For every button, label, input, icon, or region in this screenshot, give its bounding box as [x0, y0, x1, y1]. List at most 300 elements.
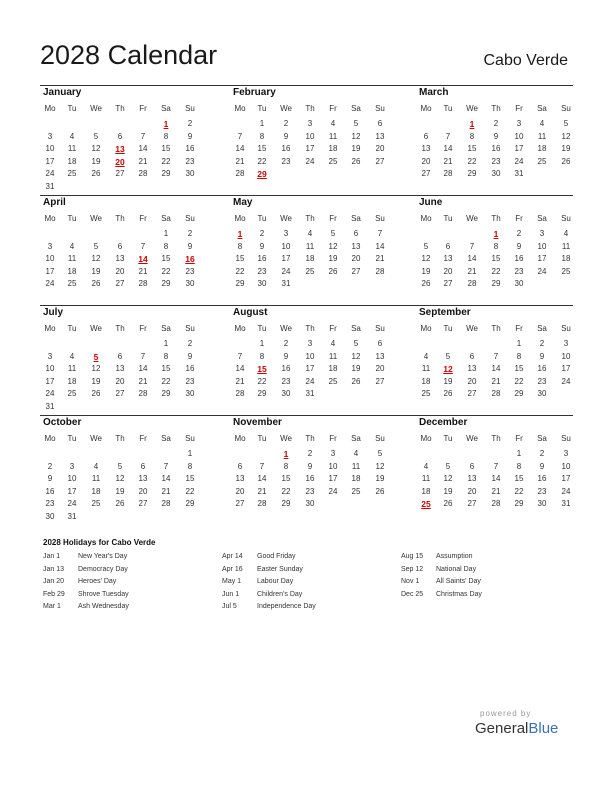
calendar-day: 27 [467, 389, 477, 398]
calendar-day: 11 [91, 474, 101, 483]
calendar-day: 29 [491, 279, 501, 288]
calendar-day: 4 [69, 131, 75, 141]
calendar-day: 6 [117, 351, 123, 361]
calendar-day: 11 [305, 241, 315, 251]
calendar-day: 17 [281, 254, 291, 263]
calendar-day: 18 [421, 486, 431, 496]
weekday-label: Su [375, 434, 385, 443]
calendar-day: 4 [69, 241, 75, 251]
calendar-day: 15 [235, 254, 245, 263]
calendar-day: 5 [353, 119, 359, 128]
calendar-day: 18 [67, 376, 77, 386]
calendar-day: 27 [443, 279, 453, 288]
calendar-day: 26 [328, 266, 338, 276]
calendar-day: 7 [259, 461, 265, 471]
calendar-day: 26 [91, 389, 101, 398]
calendar-day: 9 [187, 241, 193, 251]
calendar-day: 3 [516, 119, 522, 128]
weekday-label: We [280, 214, 292, 223]
calendar-day: 21 [235, 376, 245, 386]
holiday-date: 29 [257, 169, 267, 179]
weekday-label: Mo [420, 104, 432, 113]
calendar-day: 7 [469, 241, 475, 251]
calendar-day: 26 [443, 499, 453, 508]
weekday-label: Th [305, 104, 315, 113]
holiday-date: 14 [138, 254, 148, 264]
calendar-day: 25 [67, 279, 77, 288]
calendar-day: 11 [67, 364, 77, 373]
calendar-day: 7 [140, 351, 146, 361]
calendar-day: 25 [351, 486, 361, 496]
calendar-day: 16 [257, 254, 267, 263]
weekday-label: Su [185, 324, 195, 333]
calendar-day: 9 [283, 131, 289, 141]
calendar-day: 24 [328, 486, 338, 496]
holiday-date: 1 [237, 229, 243, 239]
calendar-day: 22 [257, 376, 267, 386]
calendar-day: 5 [117, 461, 123, 471]
calendar-day: 8 [163, 241, 169, 251]
calendar-day: 8 [469, 131, 475, 141]
calendar-day: 31 [45, 401, 55, 411]
calendar-day: 23 [281, 156, 291, 166]
weekday-label: Mo [420, 324, 432, 333]
weekday-label: Th [305, 324, 315, 333]
calendar-day: 11 [537, 131, 547, 141]
calendar-day: 14 [491, 474, 501, 483]
calendar-day: 1 [516, 339, 522, 348]
calendar-day: 22 [281, 486, 291, 496]
calendar-day: 15 [161, 254, 171, 263]
calendar-day: 18 [328, 364, 338, 373]
calendar-day: 21 [491, 486, 501, 496]
calendar-day: 30 [305, 499, 315, 508]
weekday-label: Su [375, 324, 385, 333]
calendar-day: 4 [353, 449, 359, 458]
weekday-label: Th [491, 434, 501, 443]
weekday-label: Tu [257, 104, 267, 113]
calendar-day: 9 [187, 131, 193, 141]
calendar-day: 19 [351, 144, 361, 153]
calendar-day: 27 [467, 499, 477, 508]
weekday-label: Sa [537, 434, 547, 443]
holiday-date: 16 [185, 254, 195, 264]
calendar-day: 23 [537, 486, 547, 496]
calendar-day: 21 [257, 486, 267, 496]
holiday-date: 20 [115, 156, 125, 167]
calendar-day: 12 [443, 474, 453, 483]
calendar-day: 23 [305, 486, 315, 496]
weekday-label: We [466, 104, 478, 113]
weekday-label: Fr [139, 324, 147, 333]
calendar-day: 12 [351, 351, 361, 361]
month-name: March [419, 87, 449, 98]
brand-general: General [475, 720, 529, 737]
calendar-day: 15 [161, 144, 171, 153]
holiday-date-label: May 1 [222, 578, 242, 585]
holidays-title: 2028 Holidays for Cabo Verde [43, 538, 156, 547]
calendar-day: 13 [138, 474, 148, 483]
calendar-day: 23 [185, 376, 195, 386]
month-name: June [419, 197, 443, 208]
calendar-day: 20 [375, 144, 385, 153]
weekday-label: Fr [139, 434, 147, 443]
calendar-day: 8 [259, 351, 265, 361]
calendar-day: 3 [47, 351, 53, 361]
calendar-day: 1 [163, 229, 169, 238]
holiday-name: New Year's Day [78, 553, 128, 560]
calendar-day: 25 [305, 266, 315, 276]
weekday-label: Su [561, 434, 571, 443]
calendar-day: 29 [235, 279, 245, 288]
calendar-day: 20 [235, 486, 245, 496]
calendar-day: 31 [514, 169, 524, 178]
calendar-day: 7 [493, 461, 499, 471]
weekday-label: Th [115, 324, 125, 333]
calendar-day: 30 [281, 389, 291, 398]
weekday-label: Mo [234, 104, 246, 113]
holiday-date-label: Apr 14 [222, 553, 243, 560]
calendar-day: 8 [163, 351, 169, 361]
month-name: April [43, 197, 66, 208]
holiday-date: 1 [283, 449, 289, 459]
weekday-label: Th [115, 214, 125, 223]
calendar-day: 10 [305, 351, 315, 361]
calendar-day: 18 [67, 266, 77, 276]
calendar-day: 1 [259, 119, 265, 128]
calendar-day: 11 [67, 144, 77, 153]
powered-by-text: powered by [480, 709, 532, 718]
month-name: July [43, 307, 64, 318]
calendar-day: 19 [561, 144, 571, 153]
calendar-day: 22 [257, 156, 267, 166]
calendar-day: 7 [445, 131, 451, 141]
holiday-name: Heroes' Day [78, 578, 117, 585]
weekday-label: Mo [234, 434, 246, 443]
weekday-label: Tu [67, 214, 77, 223]
weekday-label: Su [185, 214, 195, 223]
month-name: November [233, 417, 282, 428]
calendar-day: 5 [93, 241, 99, 251]
weekday-label: Tu [257, 324, 267, 333]
calendar-day: 30 [514, 279, 524, 288]
calendar-day: 22 [161, 266, 171, 276]
weekday-label: Fr [515, 434, 523, 443]
calendar-day: 17 [45, 376, 55, 386]
month-name: February [233, 87, 276, 98]
calendar-day: 25 [67, 169, 77, 178]
weekday-label: Mo [234, 324, 246, 333]
weekday-label: Mo [44, 214, 56, 223]
calendar-day: 6 [237, 461, 243, 471]
calendar-day: 7 [237, 351, 243, 361]
calendar-day: 3 [307, 119, 313, 128]
calendar-day: 13 [467, 474, 477, 483]
calendar-day: 5 [353, 339, 359, 348]
calendar-day: 4 [330, 119, 336, 128]
calendar-day: 2 [187, 119, 193, 128]
calendar-day: 20 [421, 156, 431, 166]
calendar-day: 30 [257, 279, 267, 288]
weekday-label: Tu [67, 324, 77, 333]
calendar-day: 1 [187, 449, 193, 458]
weekday-label: Sa [161, 324, 171, 333]
calendar-day: 15 [161, 364, 171, 373]
calendar-day: 15 [281, 474, 291, 483]
calendar-day: 10 [561, 351, 571, 361]
calendar-day: 26 [91, 169, 101, 178]
calendar-day: 30 [185, 279, 195, 288]
month-name: September [419, 307, 471, 318]
calendar-day: 31 [281, 279, 291, 288]
calendar-day: 29 [257, 389, 267, 398]
calendar-day: 26 [351, 156, 361, 166]
weekday-label: Su [375, 104, 385, 113]
month-name: January [43, 87, 82, 98]
calendar-day: 17 [305, 364, 315, 373]
calendar-day: 3 [69, 461, 75, 471]
calendar-day: 14 [235, 144, 245, 153]
calendar-day: 6 [117, 241, 123, 251]
calendar-day: 6 [117, 131, 123, 141]
calendar-day: 31 [45, 181, 55, 191]
calendar-day: 27 [351, 266, 361, 276]
calendar-day: 6 [377, 339, 383, 348]
weekday-label: Sa [161, 214, 171, 223]
calendar-day: 24 [281, 266, 291, 276]
holiday-date: 25 [421, 499, 431, 509]
brand-blue: Blue [528, 720, 559, 737]
holiday-date-label: Aug 15 [401, 553, 424, 560]
calendar-day: 20 [467, 376, 477, 386]
calendar-day: 10 [45, 254, 55, 263]
calendar-day: 13 [375, 131, 385, 141]
calendar-day: 21 [138, 376, 148, 386]
weekday-label: Su [185, 434, 195, 443]
calendar-day: 26 [561, 156, 571, 166]
weekday-label: Fr [139, 104, 147, 113]
calendar-day: 7 [163, 461, 169, 471]
weekday-label: Tu [443, 324, 453, 333]
weekday-label: Sa [537, 104, 547, 113]
weekday-label: Sa [161, 104, 171, 113]
calendar-day: 11 [67, 254, 77, 263]
calendar-day: 18 [305, 254, 315, 263]
calendar-day: 18 [351, 474, 361, 483]
row-separator [40, 85, 573, 86]
calendar-day: 23 [185, 156, 195, 166]
calendar-day: 4 [423, 351, 429, 361]
weekday-label: Sa [351, 214, 361, 223]
calendar-day: 23 [185, 266, 195, 276]
weekday-label: We [280, 104, 292, 113]
brand-logo[interactable] [475, 720, 558, 737]
calendar-day: 24 [45, 389, 55, 398]
weekday-label: We [90, 104, 102, 113]
calendar-day: 24 [45, 279, 55, 288]
calendar-day: 22 [161, 376, 171, 386]
calendar-day: 9 [187, 351, 193, 361]
calendar-day: 28 [138, 389, 148, 398]
weekday-label: We [466, 324, 478, 333]
weekday-label: Th [305, 214, 315, 223]
calendar-day: 7 [140, 131, 146, 141]
calendar-day: 27 [375, 376, 385, 386]
calendar-day: 8 [187, 461, 193, 471]
calendar-day: 25 [537, 156, 547, 166]
holiday-date-label: Jan 1 [43, 553, 61, 560]
calendar-day: 20 [467, 486, 477, 496]
weekday-label: Tu [67, 104, 77, 113]
calendar-day: 30 [185, 389, 195, 398]
calendar-day: 29 [514, 499, 524, 508]
calendar-day: 8 [493, 241, 499, 251]
calendar-day: 10 [561, 461, 571, 471]
calendar-day: 11 [328, 131, 338, 141]
weekday-label: Th [115, 434, 125, 443]
calendar-day: 14 [138, 364, 148, 373]
calendar-day: 21 [235, 156, 245, 166]
calendar-day: 5 [330, 229, 336, 238]
calendar-day: 9 [283, 351, 289, 361]
holiday-date: 1 [493, 229, 499, 239]
calendar-day: 12 [375, 461, 385, 471]
calendar-day: 26 [115, 499, 125, 508]
calendar-day: 12 [351, 131, 361, 141]
calendar-day: 16 [491, 144, 501, 153]
calendar-day: 3 [539, 229, 545, 238]
calendar-day: 22 [235, 266, 245, 276]
calendar-day: 12 [115, 474, 125, 483]
calendar-day: 20 [375, 364, 385, 373]
calendar-day: 2 [47, 461, 53, 471]
calendar-day: 2 [307, 449, 313, 458]
calendar-day: 19 [443, 486, 453, 496]
calendar-day: 5 [445, 351, 451, 361]
calendar-day: 6 [377, 119, 383, 128]
calendar-day: 26 [443, 389, 453, 398]
weekday-label: Su [561, 104, 571, 113]
row-separator [40, 305, 573, 306]
calendar-day: 3 [563, 449, 569, 458]
calendar-day: 19 [351, 364, 361, 373]
calendar-day: 5 [423, 241, 429, 251]
weekday-label: Sa [161, 434, 171, 443]
calendar-day: 11 [421, 364, 431, 373]
calendar-day: 10 [305, 131, 315, 141]
calendar-day: 3 [563, 339, 569, 348]
calendar-day: 21 [443, 156, 453, 166]
calendar-day: 4 [563, 229, 569, 238]
calendar-day: 16 [281, 144, 291, 153]
holiday-name: Children's Day [257, 590, 303, 598]
calendar-day: 17 [561, 364, 571, 373]
calendar-day: 10 [514, 131, 524, 141]
holiday-date: 1 [163, 119, 169, 129]
holiday-date-label: Sep 12 [401, 565, 424, 573]
calendar-day: 27 [115, 279, 125, 288]
calendar-day: 10 [45, 144, 55, 153]
calendar-day: 13 [235, 474, 245, 483]
calendar-day: 7 [140, 241, 146, 251]
calendar-day: 16 [45, 486, 55, 496]
calendar-day: 28 [235, 389, 245, 398]
calendar-day: 15 [185, 474, 195, 483]
calendar-day: 24 [67, 499, 77, 508]
calendar-day: 4 [69, 351, 75, 361]
calendar-day: 28 [138, 169, 148, 178]
calendar-day: 13 [351, 241, 361, 251]
weekday-label: Mo [234, 214, 246, 223]
holiday-name: Assumption [436, 553, 473, 560]
calendar-day: 12 [91, 364, 101, 373]
calendar-day: 18 [537, 144, 547, 153]
calendar-day: 12 [561, 131, 571, 141]
calendar-day: 9 [516, 241, 522, 251]
holiday-name: National Day [436, 565, 477, 573]
calendar-day: 18 [91, 486, 101, 496]
calendar-day: 2 [516, 229, 522, 238]
country-name: Cabo Verde [483, 52, 568, 69]
calendar-day: 17 [45, 156, 55, 166]
holiday-name: Christmas Day [436, 590, 482, 598]
holiday-date-label: Feb 29 [43, 590, 65, 598]
calendar-day: 27 [115, 169, 125, 178]
calendar-day: 21 [161, 486, 171, 496]
calendar-day: 9 [307, 461, 313, 471]
calendar-day: 4 [330, 339, 336, 348]
calendar-day: 30 [185, 169, 195, 178]
weekday-label: Th [491, 104, 501, 113]
calendar-day: 19 [91, 376, 101, 386]
calendar-day: 9 [493, 131, 499, 141]
calendar-day: 17 [305, 144, 315, 153]
month-name: December [419, 417, 468, 428]
calendar-day: 1 [516, 449, 522, 458]
calendar-day: 17 [45, 266, 55, 276]
weekday-label: Tu [443, 434, 453, 443]
weekday-label: Su [185, 104, 195, 113]
calendar-day: 22 [491, 266, 501, 276]
calendar-day: 23 [491, 156, 501, 166]
weekday-label: Tu [443, 104, 453, 113]
weekday-label: Fr [329, 434, 337, 443]
weekday-label: Fr [329, 324, 337, 333]
calendar-day: 13 [421, 144, 431, 153]
calendar-day: 25 [421, 389, 431, 398]
calendar-day: 22 [514, 486, 524, 496]
calendar-day: 14 [235, 364, 245, 373]
calendar-day: 16 [185, 144, 195, 153]
calendar-day: 18 [561, 254, 571, 263]
calendar-day: 19 [328, 254, 338, 263]
holiday-date-label: Apr 16 [222, 565, 243, 573]
calendar-day: 10 [537, 241, 547, 251]
calendar-day: 5 [93, 131, 99, 141]
calendar-day: 12 [91, 254, 101, 263]
calendar-day: 13 [375, 351, 385, 361]
calendar-day: 2 [187, 339, 193, 348]
calendar-day: 19 [375, 474, 385, 483]
calendar-day: 25 [67, 389, 77, 398]
calendar-day: 7 [493, 351, 499, 361]
weekday-label: Sa [351, 324, 361, 333]
weekday-label: Tu [257, 214, 267, 223]
calendar-day: 11 [421, 474, 431, 483]
calendar-day: 8 [163, 131, 169, 141]
calendar-day: 10 [328, 461, 338, 471]
holiday-date-label: Dec 25 [401, 590, 424, 598]
